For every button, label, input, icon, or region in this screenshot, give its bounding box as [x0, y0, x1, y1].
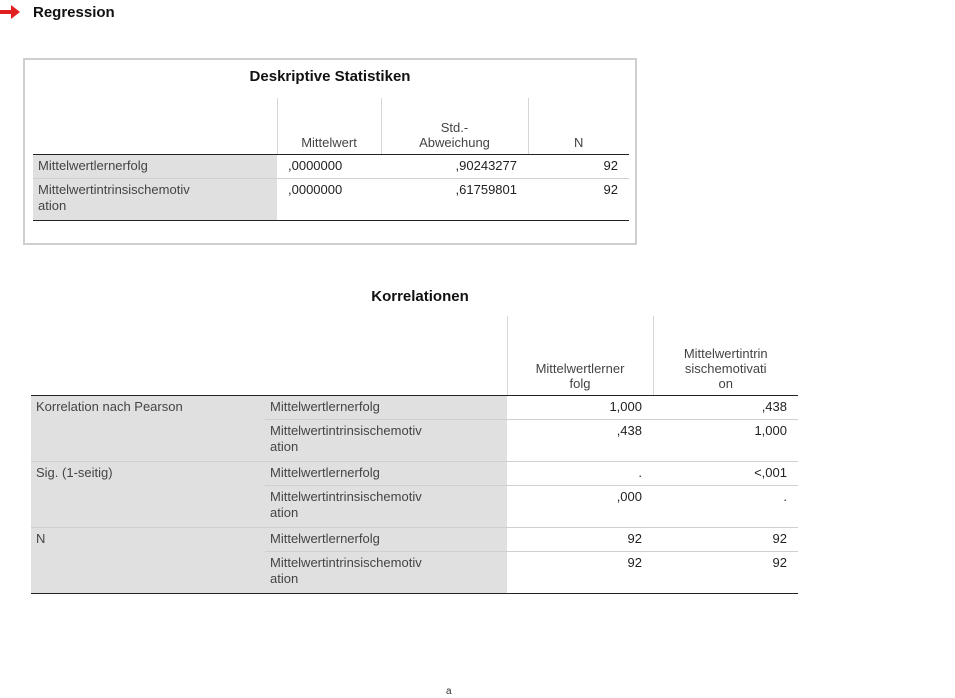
- cell-value: 1,000: [507, 395, 653, 419]
- cell-value: 92: [653, 551, 798, 593]
- group-label: Sig. (1-seitig): [31, 461, 265, 527]
- cell-value: ,438: [653, 395, 798, 419]
- col-header-sd: Std.- Abweichung: [381, 98, 528, 154]
- cell-n: 92: [528, 154, 629, 178]
- descriptive-statistics-table[interactable]: [23, 58, 637, 245]
- corner-cell: [31, 316, 265, 395]
- var-label: Mittelwertintrinsischemotiv ation: [265, 419, 507, 461]
- cell-mean: ,0000000: [277, 154, 381, 178]
- group-label: Korrelation nach Pearson: [31, 395, 265, 461]
- correlations-title: Korrelationen: [371, 288, 469, 305]
- var-label: Mittelwertlernerfolg: [265, 395, 507, 419]
- cell-n: 92: [528, 178, 629, 220]
- table-row: [33, 154, 629, 178]
- var-label: Mittelwertlernerfolg: [265, 527, 507, 551]
- cell-value: .: [653, 485, 798, 527]
- section-header: [0, 0, 115, 24]
- descriptive-title: Deskriptive Statistiken: [249, 68, 411, 85]
- cell-value: 1,000: [653, 419, 798, 461]
- col-header-n: N: [528, 98, 629, 154]
- var-label: Mittelwertlernerfolg: [265, 461, 507, 485]
- cell-value: .: [507, 461, 653, 485]
- col-header-lernerfolg: Mittelwertlerner folg: [507, 316, 653, 395]
- row-label: Mittelwertlernerfolg: [33, 154, 277, 178]
- group-label: N: [31, 527, 265, 593]
- footnote-marker: a: [446, 686, 452, 697]
- cell-value: 92: [507, 527, 653, 551]
- section-title[interactable]: Regression: [33, 3, 115, 21]
- cell-value: 92: [653, 527, 798, 551]
- cell-sd: ,61759801: [381, 178, 528, 220]
- cell-value: 92: [507, 551, 653, 593]
- arrow-right-icon[interactable]: [0, 0, 22, 24]
- corner-cell: [33, 98, 277, 154]
- cell-value: <,001: [653, 461, 798, 485]
- table-row: [31, 461, 798, 485]
- col-header-intrinsisch: Mittelwertintrin sischemotivati on: [653, 316, 798, 395]
- var-label: Mittelwertintrinsischemotiv ation: [265, 551, 507, 593]
- col-header-mean: Mittelwert: [277, 98, 381, 154]
- table-row: [33, 178, 629, 220]
- corner-cell: [265, 316, 507, 395]
- var-label: Mittelwertintrinsischemotiv ation: [265, 485, 507, 527]
- cell-value: ,438: [507, 419, 653, 461]
- cell-value: ,000: [507, 485, 653, 527]
- row-label: Mittelwertintrinsischemotiv ation: [33, 178, 277, 220]
- cell-mean: ,0000000: [277, 178, 381, 220]
- table-row: [31, 527, 798, 551]
- table-row: [31, 395, 798, 419]
- cell-sd: ,90243277: [381, 154, 528, 178]
- descriptive-table: [33, 98, 629, 221]
- correlations-table[interactable]: [31, 316, 798, 594]
